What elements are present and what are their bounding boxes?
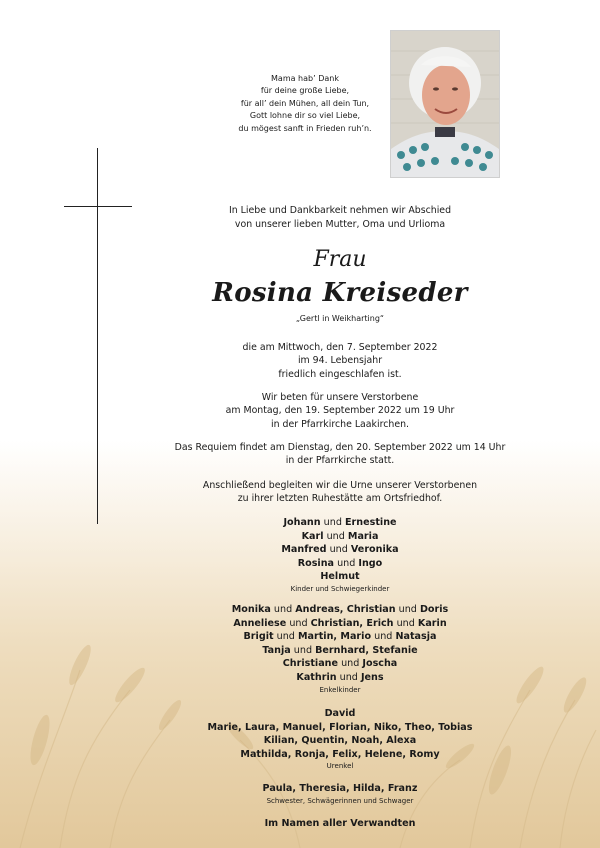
conjunction: und (293, 644, 313, 656)
conjunction: und (329, 544, 348, 556)
intro-line: von unserer lieben Mutter, Oma und Urlioma (234, 219, 446, 230)
portrait-photo (390, 30, 500, 178)
portrait-illustration (391, 31, 499, 177)
deceased-name: Rosina Kreiseder (212, 278, 468, 308)
conjunction: und (398, 604, 417, 615)
cross-bar (64, 206, 132, 207)
mourner-row (150, 530, 530, 544)
poem-line: du mögest sanft in Frieden ruh’n. (238, 123, 372, 133)
mourner-row (150, 644, 530, 658)
mourner-name: Veronika (350, 544, 399, 556)
prayer-line: am Montag, den 19. September 2022 um 19 Uhr (225, 405, 455, 417)
poem-line: für deine große Liebe, (260, 86, 350, 96)
mourner-name: Kilian, Quentin, Noah, Alexa (263, 735, 417, 747)
mourner-name: Karin (417, 617, 447, 629)
mourner-row (150, 734, 530, 748)
conjunction: und (374, 631, 393, 643)
mourner-name: Natasja (395, 631, 437, 643)
mourner-name: Monika (231, 604, 271, 615)
prayer-line: Wir beten für unsere Verstorbene (261, 392, 419, 403)
intro-line: In Liebe und Dankbarkeit nehmen wir Abschied (228, 205, 452, 216)
death-notice-line: friedlich eingeschlafen ist. (278, 368, 402, 380)
mourner-name: Anneliese (233, 617, 287, 629)
group-caption: Schwester, Schwägerinnen und Schwager (266, 796, 414, 805)
poem-line: für all’ dein Mühen, all dein Tun, (240, 98, 370, 108)
conjunction: und (276, 631, 295, 643)
prayer-notice (150, 391, 530, 431)
mourner-row (150, 557, 530, 571)
mourner-name: Kathrin (296, 671, 337, 683)
mourner-row (150, 603, 530, 617)
death-notice-line: die am Mittwoch, den 7. September 2022 (242, 342, 438, 353)
urn-notice (150, 479, 530, 506)
mourner-row (150, 630, 530, 644)
mourner-name: Paula, Theresia, Hilda, Franz (262, 783, 418, 794)
group-caption: Enkelkinder (319, 685, 361, 694)
urn-line: zu ihrer letzten Ruhestätte am Ortsfriedhof. (237, 493, 443, 505)
mourner-name: Tanja (262, 644, 291, 656)
closing-line: Im Namen aller Verwandten (264, 818, 416, 829)
mourner-name: Manfred (281, 544, 327, 556)
mourner-name: Marie, Laura, Manuel, Florian, Niko, Theo, Tobias (207, 721, 473, 733)
mourners-children (150, 516, 530, 594)
urn-line: Anschließend begleiten wir die Urne unserer Verstorbenen (202, 480, 478, 491)
mourner-name: Karl (301, 530, 324, 542)
intro-text (150, 204, 530, 232)
mourner-name: Martin, Mario (297, 631, 372, 643)
mourner-name: Rosina (297, 557, 335, 569)
conjunction: und (273, 604, 293, 615)
requiem-line: Das Requiem findet am Dienstag, den 20. September 2022 um 14 Uhr (174, 442, 506, 453)
mourner-name: Brigit (243, 631, 274, 643)
poem-line: Mama hab’ Dank (271, 74, 339, 83)
conjunction: und (323, 517, 342, 528)
mourner-row (150, 782, 530, 796)
mourner-name: Christiane (282, 658, 339, 670)
mourner-row (150, 748, 530, 762)
mourner-name: Bernhard, Stefanie (315, 644, 418, 656)
requiem-line: in der Pfarrkirche statt. (285, 455, 395, 467)
mourner-row (150, 671, 530, 685)
mourner-name: Andreas, Christian (295, 604, 396, 615)
conjunction: und (341, 658, 360, 670)
mourner-row (150, 617, 530, 631)
mourners-siblings (150, 782, 530, 806)
mourner-row (150, 707, 530, 721)
mourner-name: Ernestine (344, 517, 397, 528)
death-notice (150, 341, 530, 381)
mourner-row (150, 516, 530, 530)
mourner-name: Joscha (362, 658, 398, 670)
mourner-name: Helmut (320, 571, 360, 583)
death-notice-line: im 94. Lebensjahr (297, 355, 383, 367)
requiem-notice (150, 441, 530, 468)
prayer-line: in der Pfarrkirche Laakirchen. (270, 418, 410, 430)
conjunction: und (326, 530, 345, 542)
mourner-row (150, 543, 530, 557)
mourner-name: David (324, 708, 356, 719)
conjunction: und (339, 671, 358, 683)
mourner-name: Ingo (358, 557, 383, 569)
deceased-nickname: „Gertl in Weikharting“ (295, 314, 385, 323)
mourner-name: Christian, Erich (310, 617, 394, 629)
conjunction: und (337, 557, 356, 569)
latin-cross-icon (97, 148, 98, 524)
mourner-row (150, 657, 530, 671)
group-caption: Urenkel (326, 762, 354, 771)
mourners-grandchildren (150, 603, 530, 695)
mourner-name: Johann (283, 517, 321, 528)
poem-line: Gott lohne dir so viel Liebe, (249, 111, 361, 121)
memorial-poem (190, 73, 420, 135)
conjunction: und (396, 617, 415, 629)
mourner-name: Jens (360, 671, 384, 683)
conjunction: und (289, 617, 308, 629)
group-caption: Kinder und Schwiegerkinder (290, 584, 390, 593)
salutation: Frau (313, 247, 367, 272)
mourners-great-grandchildren (150, 707, 530, 771)
mourner-name: Maria (347, 530, 379, 542)
mourner-row (150, 721, 530, 735)
mourner-name: Doris (419, 604, 449, 615)
mourner-name: Mathilda, Ronja, Felix, Helene, Romy (240, 748, 440, 760)
mourner-row (150, 570, 530, 584)
